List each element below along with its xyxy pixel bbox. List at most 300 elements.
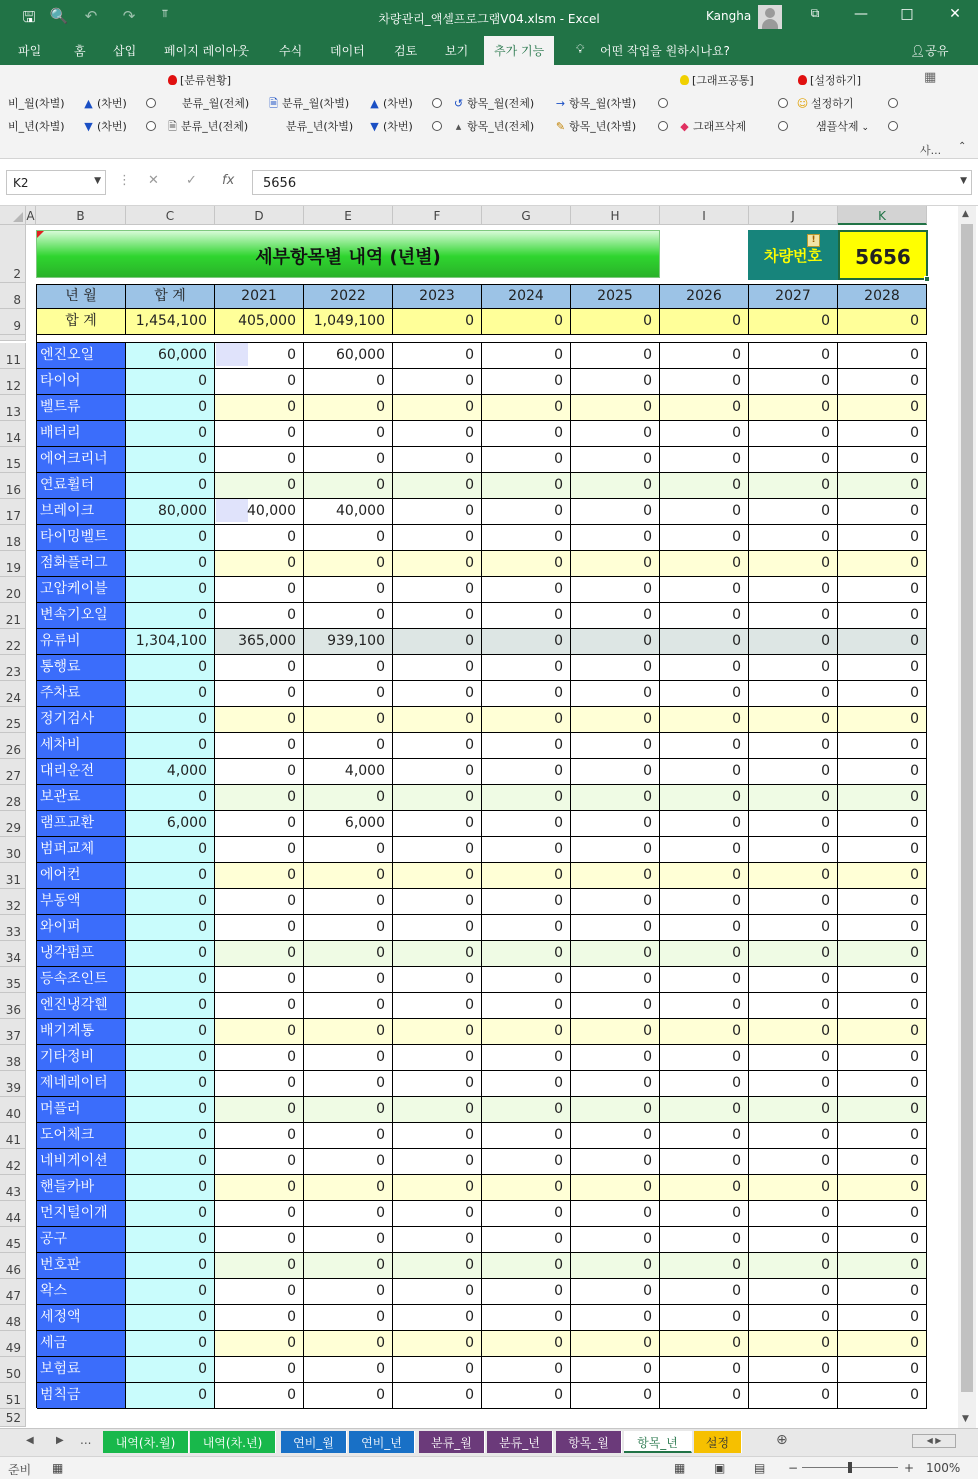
- category-name-cell[interactable]: 범칙금: [37, 1383, 126, 1409]
- warning-icon[interactable]: !: [807, 234, 820, 247]
- year-value-cell[interactable]: 0: [838, 681, 927, 707]
- category-name-cell[interactable]: 제네레이터: [37, 1071, 126, 1097]
- year-value-cell[interactable]: 0: [393, 629, 482, 655]
- summary-value-cell[interactable]: 0: [482, 309, 571, 335]
- redo-icon[interactable]: ↷: [122, 7, 136, 25]
- year-value-cell[interactable]: 0: [482, 941, 571, 967]
- tab-data[interactable]: 데이터: [330, 44, 365, 58]
- year-value-cell[interactable]: 0: [749, 1305, 838, 1331]
- year-value-cell[interactable]: 0: [571, 1279, 660, 1305]
- year-value-cell[interactable]: 0: [482, 1305, 571, 1331]
- year-value-cell[interactable]: 0: [482, 1357, 571, 1383]
- year-value-cell[interactable]: 0: [393, 473, 482, 499]
- normal-view-icon[interactable]: ▦: [674, 1461, 686, 1475]
- year-value-cell[interactable]: 0: [482, 655, 571, 681]
- year-value-cell[interactable]: 0: [215, 343, 304, 369]
- year-value-cell[interactable]: 0: [660, 1201, 749, 1227]
- table-header-cell[interactable]: 2025: [571, 285, 660, 309]
- category-total-cell[interactable]: 0: [126, 1331, 215, 1357]
- category-total-cell[interactable]: 0: [126, 525, 215, 551]
- year-value-cell[interactable]: 0: [749, 837, 838, 863]
- category-name-cell[interactable]: 보험료: [37, 1357, 126, 1383]
- year-value-cell[interactable]: 365,000: [215, 629, 304, 655]
- ribbon-btn-r1-6[interactable]: → 항목_월(차별): [555, 97, 637, 110]
- category-name-cell[interactable]: 부동액: [37, 889, 126, 915]
- year-value-cell[interactable]: 0: [393, 369, 482, 395]
- category-total-cell[interactable]: 80,000: [126, 499, 215, 525]
- column-header[interactable]: K: [838, 206, 927, 225]
- year-value-cell[interactable]: 0: [571, 733, 660, 759]
- year-value-cell[interactable]: 0: [749, 863, 838, 889]
- table-header-cell[interactable]: 2022: [304, 285, 393, 309]
- year-value-cell[interactable]: 0: [482, 421, 571, 447]
- summary-value-cell[interactable]: 0: [838, 309, 927, 335]
- year-value-cell[interactable]: 0: [838, 1071, 927, 1097]
- category-total-cell[interactable]: 1,304,100: [126, 629, 215, 655]
- row-header[interactable]: 51: [0, 1383, 26, 1409]
- sheet-tab-category-year[interactable]: 분류_년: [487, 1431, 553, 1453]
- year-value-cell[interactable]: 0: [482, 993, 571, 1019]
- year-value-cell[interactable]: 0: [482, 707, 571, 733]
- tab-formulas[interactable]: 수식: [279, 44, 303, 58]
- year-value-cell[interactable]: 0: [215, 1279, 304, 1305]
- year-value-cell[interactable]: 0: [660, 733, 749, 759]
- sheet-tab-item-year[interactable]: 항목_년: [624, 1431, 692, 1453]
- category-name-cell[interactable]: 네비게이션: [37, 1149, 126, 1175]
- category-name-cell[interactable]: 엔진냉각휀: [37, 993, 126, 1019]
- year-value-cell[interactable]: 0: [304, 1357, 393, 1383]
- category-total-cell[interactable]: 4,000: [126, 759, 215, 785]
- year-value-cell[interactable]: 0: [660, 655, 749, 681]
- category-total-cell[interactable]: 6,000: [126, 811, 215, 837]
- year-value-cell[interactable]: 0: [215, 1357, 304, 1383]
- year-value-cell[interactable]: 0: [660, 577, 749, 603]
- year-value-cell[interactable]: 0: [660, 1331, 749, 1357]
- column-header[interactable]: G: [482, 206, 571, 225]
- confirm-icon[interactable]: ✓: [186, 173, 197, 188]
- row-header[interactable]: 49: [0, 1331, 26, 1357]
- table-header-cell[interactable]: 2027: [749, 285, 838, 309]
- tab-home[interactable]: 홈: [74, 44, 86, 58]
- year-value-cell[interactable]: 0: [838, 993, 927, 1019]
- year-value-cell[interactable]: 0: [393, 1279, 482, 1305]
- year-value-cell[interactable]: 40,000: [215, 499, 304, 525]
- year-value-cell[interactable]: 0: [304, 889, 393, 915]
- row-header[interactable]: 35: [0, 967, 26, 993]
- category-name-cell[interactable]: 공구: [37, 1227, 126, 1253]
- sheet-tab-fuel-year[interactable]: 연비_년: [349, 1431, 415, 1453]
- year-value-cell[interactable]: 0: [304, 733, 393, 759]
- row-header[interactable]: 24: [0, 681, 26, 707]
- scroll-thumb[interactable]: [961, 224, 973, 1392]
- year-value-cell[interactable]: 0: [838, 759, 927, 785]
- year-value-cell[interactable]: 0: [660, 1045, 749, 1071]
- year-value-cell[interactable]: 0: [393, 1097, 482, 1123]
- year-value-cell[interactable]: 0: [660, 863, 749, 889]
- year-value-cell[interactable]: 0: [838, 473, 927, 499]
- category-name-cell[interactable]: 브레이크: [37, 499, 126, 525]
- year-value-cell[interactable]: 0: [215, 733, 304, 759]
- table-header-cell[interactable]: 2023: [393, 285, 482, 309]
- macro-record-icon[interactable]: ▦: [52, 1461, 64, 1475]
- category-name-cell[interactable]: 먼지털이개: [37, 1201, 126, 1227]
- year-value-cell[interactable]: 0: [749, 733, 838, 759]
- year-value-cell[interactable]: 0: [749, 785, 838, 811]
- category-total-cell[interactable]: 0: [126, 785, 215, 811]
- year-value-cell[interactable]: 0: [660, 603, 749, 629]
- tab-insert[interactable]: 삽입: [113, 44, 137, 58]
- row-header[interactable]: 17: [0, 499, 26, 525]
- category-name-cell[interactable]: 유류비: [37, 629, 126, 655]
- category-name-cell[interactable]: 배기계통: [37, 1019, 126, 1045]
- row-header[interactable]: 14: [0, 421, 26, 447]
- year-value-cell[interactable]: 0: [304, 551, 393, 577]
- category-name-cell[interactable]: 에어컨: [37, 863, 126, 889]
- year-value-cell[interactable]: 0: [838, 395, 927, 421]
- ribbon-btn-r2-2[interactable]: 🗎 분류_년(전체): [166, 118, 248, 137]
- category-total-cell[interactable]: 0: [126, 473, 215, 499]
- category-name-cell[interactable]: 연료휠터: [37, 473, 126, 499]
- year-value-cell[interactable]: 0: [749, 1201, 838, 1227]
- year-value-cell[interactable]: 0: [215, 941, 304, 967]
- year-value-cell[interactable]: 0: [482, 759, 571, 785]
- year-value-cell[interactable]: 0: [838, 915, 927, 941]
- year-value-cell[interactable]: 0: [393, 1357, 482, 1383]
- minimize-button[interactable]: —: [854, 6, 868, 22]
- radio-r1-b[interactable]: [432, 98, 442, 108]
- year-value-cell[interactable]: 0: [304, 1019, 393, 1045]
- year-value-cell[interactable]: 0: [393, 1071, 482, 1097]
- year-value-cell[interactable]: 0: [838, 1331, 927, 1357]
- row-header[interactable]: 47: [0, 1279, 26, 1305]
- ribbon-btn-r2-4[interactable]: ▼ (차번): [368, 118, 413, 134]
- more-sheets[interactable]: ...: [80, 1433, 92, 1447]
- year-value-cell[interactable]: 0: [304, 941, 393, 967]
- year-value-cell[interactable]: 0: [660, 369, 749, 395]
- horizontal-scroll-icon[interactable]: ◀ ▶: [912, 1434, 956, 1448]
- year-value-cell[interactable]: 0: [571, 1305, 660, 1331]
- year-value-cell[interactable]: 0: [393, 1149, 482, 1175]
- year-value-cell[interactable]: 0: [749, 681, 838, 707]
- customize-toolbar-icon[interactable]: ⫪: [161, 7, 169, 20]
- year-value-cell[interactable]: 0: [393, 525, 482, 551]
- row-header[interactable]: 41: [0, 1123, 26, 1149]
- year-value-cell[interactable]: 0: [304, 1253, 393, 1279]
- year-value-cell[interactable]: 0: [749, 941, 838, 967]
- year-value-cell[interactable]: 0: [571, 1019, 660, 1045]
- year-value-cell[interactable]: 0: [660, 1175, 749, 1201]
- year-value-cell[interactable]: 0: [482, 1019, 571, 1045]
- fill-handle[interactable]: [924, 276, 930, 282]
- year-value-cell[interactable]: 0: [215, 759, 304, 785]
- tell-me-search[interactable]: 어떤 작업을 원하시나요?: [600, 44, 730, 58]
- year-value-cell[interactable]: 0: [215, 1331, 304, 1357]
- year-value-cell[interactable]: 0: [838, 1019, 927, 1045]
- year-value-cell[interactable]: 0: [838, 811, 927, 837]
- table-header-cell[interactable]: 2024: [482, 285, 571, 309]
- year-value-cell[interactable]: 0: [393, 655, 482, 681]
- category-total-cell[interactable]: 60,000: [126, 343, 215, 369]
- year-value-cell[interactable]: 0: [660, 811, 749, 837]
- year-value-cell[interactable]: 0: [482, 967, 571, 993]
- year-value-cell[interactable]: 0: [749, 395, 838, 421]
- year-value-cell[interactable]: 0: [304, 1227, 393, 1253]
- summary-label-cell[interactable]: 합 계: [37, 309, 126, 335]
- year-value-cell[interactable]: 0: [393, 603, 482, 629]
- row-header[interactable]: 16: [0, 473, 26, 499]
- print-preview-icon[interactable]: 🔍: [49, 7, 69, 25]
- year-value-cell[interactable]: 0: [482, 369, 571, 395]
- year-value-cell[interactable]: 0: [393, 837, 482, 863]
- category-name-cell[interactable]: 램프교환: [37, 811, 126, 837]
- year-value-cell[interactable]: 0: [749, 1019, 838, 1045]
- year-value-cell[interactable]: 0: [215, 993, 304, 1019]
- year-value-cell[interactable]: 0: [571, 655, 660, 681]
- year-value-cell[interactable]: 0: [660, 1227, 749, 1253]
- row-header[interactable]: 44: [0, 1201, 26, 1227]
- year-value-cell[interactable]: 0: [660, 629, 749, 655]
- table-header-cell[interactable]: 2021: [215, 285, 304, 309]
- year-value-cell[interactable]: 0: [215, 369, 304, 395]
- year-value-cell[interactable]: 0: [660, 447, 749, 473]
- year-value-cell[interactable]: 0: [482, 1175, 571, 1201]
- row-header[interactable]: 38: [0, 1045, 26, 1071]
- row-header[interactable]: 42: [0, 1149, 26, 1175]
- year-value-cell[interactable]: 0: [482, 1279, 571, 1305]
- category-total-cell[interactable]: 0: [126, 1123, 215, 1149]
- year-value-cell[interactable]: 0: [571, 1331, 660, 1357]
- year-value-cell[interactable]: 0: [660, 525, 749, 551]
- year-value-cell[interactable]: 0: [215, 1253, 304, 1279]
- year-value-cell[interactable]: 0: [571, 1253, 660, 1279]
- ribbon-btn-r2-7[interactable]: ◆ 그래프삭제: [678, 118, 746, 134]
- user-name[interactable]: Kangha: [706, 9, 752, 23]
- category-name-cell[interactable]: 타이밍벨트: [37, 525, 126, 551]
- year-value-cell[interactable]: 0: [304, 1123, 393, 1149]
- year-value-cell[interactable]: 0: [571, 1357, 660, 1383]
- year-value-cell[interactable]: 0: [838, 707, 927, 733]
- row-header[interactable]: 12: [0, 369, 26, 395]
- year-value-cell[interactable]: 0: [215, 837, 304, 863]
- year-value-cell[interactable]: 0: [393, 421, 482, 447]
- year-value-cell[interactable]: 0: [304, 1201, 393, 1227]
- year-value-cell[interactable]: 0: [482, 1045, 571, 1071]
- year-value-cell[interactable]: 0: [215, 395, 304, 421]
- page-layout-view-icon[interactable]: ▣: [714, 1461, 726, 1475]
- category-name-cell[interactable]: 변속기오일: [37, 603, 126, 629]
- year-value-cell[interactable]: 0: [393, 1383, 482, 1409]
- year-value-cell[interactable]: 0: [749, 1331, 838, 1357]
- close-button[interactable]: ✕: [949, 6, 961, 22]
- year-value-cell[interactable]: 0: [304, 967, 393, 993]
- category-name-cell[interactable]: 점화플러그: [37, 551, 126, 577]
- radio-r2-e[interactable]: [888, 121, 898, 131]
- year-value-cell[interactable]: 0: [571, 421, 660, 447]
- year-value-cell[interactable]: 0: [215, 551, 304, 577]
- year-value-cell[interactable]: 0: [749, 343, 838, 369]
- year-value-cell[interactable]: 0: [393, 551, 482, 577]
- ribbon-btn-r1-7[interactable]: ☺ 설정하기: [796, 97, 854, 110]
- year-value-cell[interactable]: 0: [838, 343, 927, 369]
- category-name-cell[interactable]: 통행료: [37, 655, 126, 681]
- column-header[interactable]: H: [571, 206, 660, 225]
- year-value-cell[interactable]: 0: [838, 1097, 927, 1123]
- year-value-cell[interactable]: 0: [749, 421, 838, 447]
- year-value-cell[interactable]: 0: [304, 707, 393, 733]
- collapse-ribbon-icon[interactable]: ⌃: [958, 141, 967, 152]
- category-total-cell[interactable]: 0: [126, 1279, 215, 1305]
- category-total-cell[interactable]: 0: [126, 395, 215, 421]
- category-name-cell[interactable]: 왁스: [37, 1279, 126, 1305]
- category-total-cell[interactable]: 0: [126, 733, 215, 759]
- year-value-cell[interactable]: 0: [749, 551, 838, 577]
- year-value-cell[interactable]: 0: [304, 369, 393, 395]
- year-value-cell[interactable]: 0: [571, 1071, 660, 1097]
- category-total-cell[interactable]: 0: [126, 551, 215, 577]
- category-total-cell[interactable]: 0: [126, 655, 215, 681]
- year-value-cell[interactable]: 0: [838, 447, 927, 473]
- year-value-cell[interactable]: 0: [393, 1045, 482, 1071]
- row-header[interactable]: 32: [0, 889, 26, 915]
- column-header[interactable]: J: [749, 206, 838, 225]
- year-value-cell[interactable]: 0: [571, 759, 660, 785]
- year-value-cell[interactable]: 0: [304, 1071, 393, 1097]
- year-value-cell[interactable]: 0: [393, 1331, 482, 1357]
- row-header[interactable]: 21: [0, 603, 26, 629]
- year-value-cell[interactable]: 0: [838, 369, 927, 395]
- year-value-cell[interactable]: 0: [215, 889, 304, 915]
- year-value-cell[interactable]: 0: [749, 759, 838, 785]
- year-value-cell[interactable]: 0: [838, 603, 927, 629]
- cancel-icon[interactable]: ✕: [148, 173, 159, 188]
- column-header[interactable]: I: [660, 206, 749, 225]
- year-value-cell[interactable]: 0: [838, 1175, 927, 1201]
- column-header[interactable]: E: [304, 206, 393, 225]
- category-total-cell[interactable]: 0: [126, 1357, 215, 1383]
- year-value-cell[interactable]: 0: [304, 655, 393, 681]
- year-value-cell[interactable]: 0: [571, 1123, 660, 1149]
- row-header[interactable]: 40: [0, 1097, 26, 1123]
- year-value-cell[interactable]: 0: [393, 915, 482, 941]
- row-header[interactable]: 31: [0, 863, 26, 889]
- year-value-cell[interactable]: 0: [304, 395, 393, 421]
- category-name-cell[interactable]: 엔진오일: [37, 343, 126, 369]
- row-header[interactable]: 43: [0, 1175, 26, 1201]
- year-value-cell[interactable]: 0: [571, 473, 660, 499]
- year-value-cell[interactable]: 0: [749, 1123, 838, 1149]
- year-value-cell[interactable]: 0: [660, 915, 749, 941]
- year-value-cell[interactable]: 0: [660, 1149, 749, 1175]
- year-value-cell[interactable]: 0: [660, 941, 749, 967]
- year-value-cell[interactable]: 0: [393, 343, 482, 369]
- category-name-cell[interactable]: 등속조인트: [37, 967, 126, 993]
- category-total-cell[interactable]: 0: [126, 941, 215, 967]
- chevron-down-icon[interactable]: ▼: [94, 176, 101, 186]
- year-value-cell[interactable]: 0: [838, 655, 927, 681]
- year-value-cell[interactable]: 0: [215, 447, 304, 473]
- year-value-cell[interactable]: 0: [215, 863, 304, 889]
- maximize-button[interactable]: □: [900, 6, 914, 22]
- ribbon-btn-r2-0[interactable]: 비_년(차별): [8, 120, 65, 133]
- table-header-cell[interactable]: 합 계: [126, 285, 215, 309]
- year-value-cell[interactable]: 0: [838, 551, 927, 577]
- year-value-cell[interactable]: 0: [304, 473, 393, 499]
- ribbon-btn-r1-2[interactable]: 분류_월(전체): [182, 97, 250, 110]
- category-total-cell[interactable]: 0: [126, 1045, 215, 1071]
- category-total-cell[interactable]: 0: [126, 707, 215, 733]
- year-value-cell[interactable]: 0: [571, 577, 660, 603]
- year-value-cell[interactable]: 0: [304, 577, 393, 603]
- year-value-cell[interactable]: 0: [482, 1383, 571, 1409]
- category-name-cell[interactable]: 정기검사: [37, 707, 126, 733]
- year-value-cell[interactable]: 0: [660, 837, 749, 863]
- year-value-cell[interactable]: 0: [215, 681, 304, 707]
- column-header[interactable]: A: [26, 206, 36, 225]
- year-value-cell[interactable]: 0: [660, 889, 749, 915]
- row-header[interactable]: 52: [0, 1409, 26, 1427]
- save-icon[interactable]: 🖫: [22, 8, 36, 26]
- row-header[interactable]: 30: [0, 837, 26, 863]
- year-value-cell[interactable]: 0: [482, 473, 571, 499]
- year-value-cell[interactable]: 0: [660, 707, 749, 733]
- year-value-cell[interactable]: 0: [749, 915, 838, 941]
- category-name-cell[interactable]: 대리운전: [37, 759, 126, 785]
- year-value-cell[interactable]: 0: [393, 941, 482, 967]
- year-value-cell[interactable]: 0: [749, 889, 838, 915]
- row-header[interactable]: 9: [0, 309, 26, 335]
- year-value-cell[interactable]: 0: [838, 1149, 927, 1175]
- summary-value-cell[interactable]: 0: [749, 309, 838, 335]
- year-value-cell[interactable]: 0: [660, 1357, 749, 1383]
- summary-value-cell[interactable]: 405,000: [215, 309, 304, 335]
- year-value-cell[interactable]: 0: [838, 421, 927, 447]
- year-value-cell[interactable]: 0: [482, 1253, 571, 1279]
- year-value-cell[interactable]: 0: [571, 1149, 660, 1175]
- year-value-cell[interactable]: 0: [660, 785, 749, 811]
- year-value-cell[interactable]: 0: [571, 681, 660, 707]
- radio-r2-b[interactable]: [432, 121, 442, 131]
- category-total-cell[interactable]: 0: [126, 1227, 215, 1253]
- row-header[interactable]: 19: [0, 551, 26, 577]
- year-value-cell[interactable]: 0: [482, 603, 571, 629]
- year-value-cell[interactable]: 0: [393, 863, 482, 889]
- year-value-cell[interactable]: 0: [660, 1305, 749, 1331]
- row-header[interactable]: 46: [0, 1253, 26, 1279]
- category-name-cell[interactable]: 보관료: [37, 785, 126, 811]
- category-total-cell[interactable]: 0: [126, 369, 215, 395]
- year-value-cell[interactable]: 0: [749, 577, 838, 603]
- year-value-cell[interactable]: 0: [749, 499, 838, 525]
- tab-file[interactable]: 파일: [18, 44, 42, 58]
- tab-page-layout[interactable]: 페이지 레이아웃: [164, 44, 249, 58]
- year-value-cell[interactable]: 0: [571, 1097, 660, 1123]
- vertical-scrollbar[interactable]: [958, 206, 976, 1428]
- year-value-cell[interactable]: 0: [660, 551, 749, 577]
- category-total-cell[interactable]: 0: [126, 863, 215, 889]
- year-value-cell[interactable]: 0: [660, 1019, 749, 1045]
- radio-r2-d[interactable]: [778, 121, 788, 131]
- ribbon-btn-r2-8[interactable]: 샘플삭제 ⌄: [816, 120, 870, 133]
- year-value-cell[interactable]: 0: [838, 577, 927, 603]
- radio-r1-e[interactable]: [888, 98, 898, 108]
- year-value-cell[interactable]: 0: [749, 811, 838, 837]
- sheet-tab-fuel-month[interactable]: 연비_월: [281, 1431, 347, 1453]
- row-header[interactable]: 50: [0, 1357, 26, 1383]
- year-value-cell[interactable]: 0: [393, 1253, 482, 1279]
- year-value-cell[interactable]: 0: [482, 811, 571, 837]
- radio-r2-a[interactable]: [146, 121, 156, 131]
- year-value-cell[interactable]: 0: [482, 733, 571, 759]
